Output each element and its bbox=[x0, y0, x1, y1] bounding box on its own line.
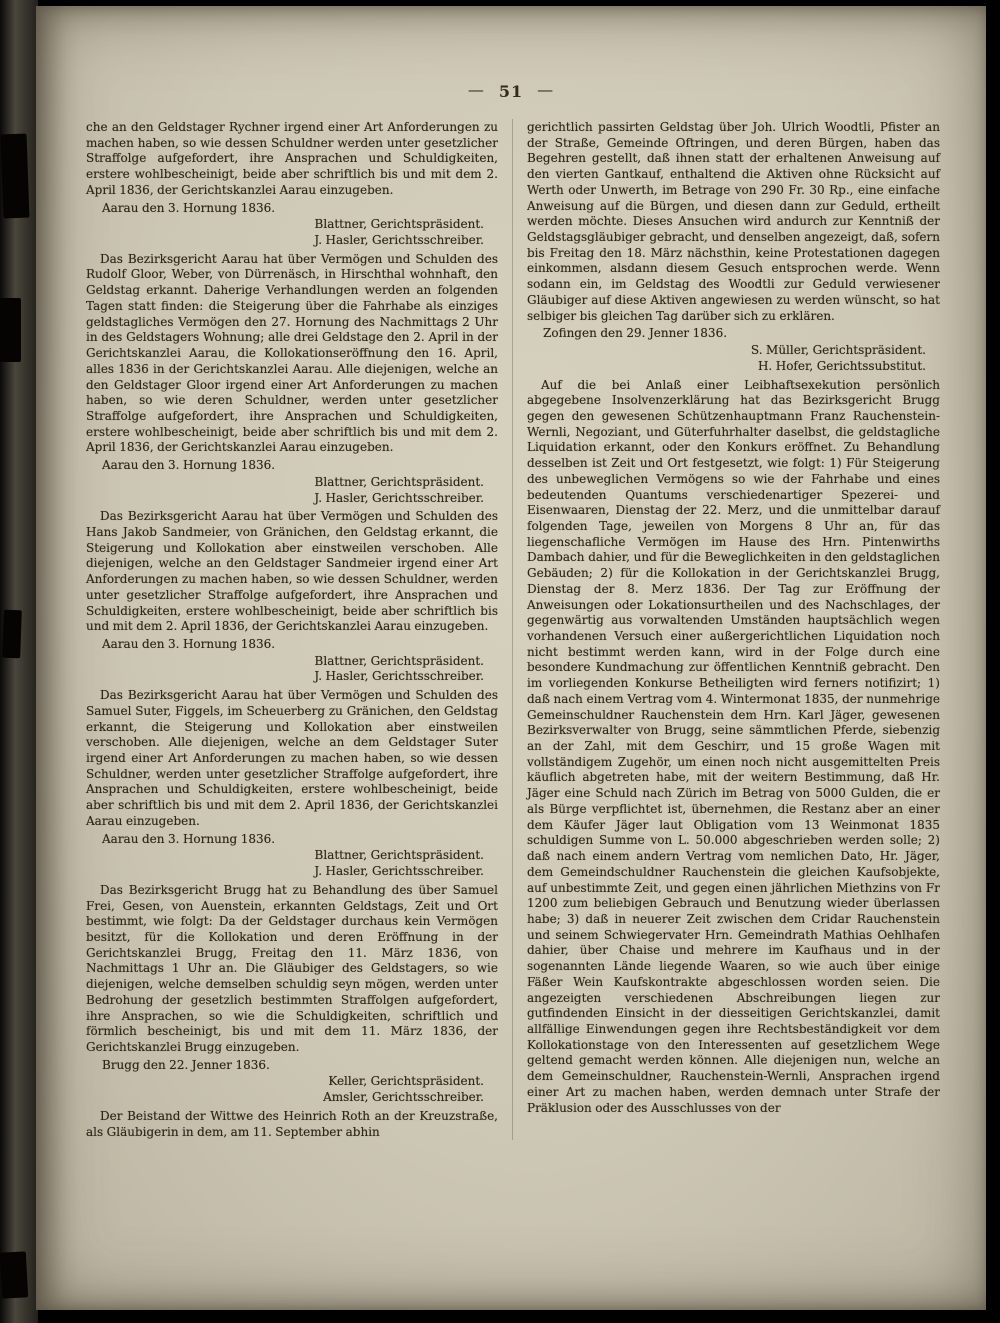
signature-line: Blattner, Gerichtspräsident. bbox=[314, 217, 484, 232]
book-binding-edge bbox=[0, 0, 38, 1323]
dateline: Aarau den 3. Hornung 1836. bbox=[102, 831, 276, 846]
signature-line: J. Hasler, Gerichtsschreiber. bbox=[314, 864, 484, 879]
scanned-page bbox=[36, 6, 986, 1310]
dateline: Brugg den 22. Jenner 1836. bbox=[102, 1057, 270, 1072]
signature-line: Keller, Gerichtspräsident. bbox=[328, 1074, 484, 1089]
binding-ink-mark bbox=[0, 298, 21, 362]
dateline: Aarau den 3. Hornung 1836. bbox=[102, 200, 276, 215]
notice-paragraph: Das Bezirksgericht Aarau hat über Vermögen und Schulden des Samuel Suter, Figgels, im Scheuerberg zu Gränichen, den Geldstag erkannt, die Steigerung und Kollokation aber einstweilen verschoben. Alle diejenigen, welche an dem Geldstager Suter irgend einer Art Anforderungen zu machen haben, so wie dessen Schuldner, werden unter gesetzlicher Straffolge aufgefordert, ihre Ansprachen und Schuldigkeiten, erstere wohlbescheinigt, beide aber schriftlich bis und mit dem 2. April 1836, der Gerichtskanzlei Aarau einzugeben. bbox=[86, 688, 498, 828]
notice-paragraph: Der Beistand der Wittwe des Heinrich Roth an der Kreuzstraße, als Gläubigerin in dem, am 11. September abhin bbox=[86, 1108, 498, 1139]
dateline: Aarau den 3. Hornung 1836. bbox=[102, 458, 276, 473]
notice-paragraph: Das Bezirksgericht Brugg hat zu Behandlung des über Samuel Frei, Gesen, von Auenstein, erkannten Geldstags, Zeit und Ort bestimmt, wie folgt: Da der Geldstager durchaus kein Vermögen besitzt, für die Kollokation und deren Eröffnung in der Gerichtskanzlei Brugg, Freitag den 11. März 1836, von Nachmittags 1 Uhr an. Die Gläubiger des Geldstagers, so wie diejenigen, welche demselben schuldig seyn mögen, werden unter Bedrohung der gesetzlich bestimmten Straffolgen aufgefordert, ihre Ansprachen, so wie die Schuldigkeiten, schriftlich und förmlich bescheinigt, bis und mit dem 11. März 1836, der Gerichtskanzlei Brugg einzugeben. bbox=[86, 882, 498, 1054]
right-column bbox=[513, 119, 940, 1140]
signature-line: Blattner, Gerichtspräsident. bbox=[314, 653, 484, 668]
dateline: Zofingen den 29. Jenner 1836. bbox=[543, 326, 728, 341]
page-number: 51 bbox=[498, 82, 524, 101]
signature-line: Blattner, Gerichtspräsident. bbox=[314, 474, 484, 489]
notice-paragraph-continued: gerichtlich passirten Geldstag über Joh. Ulrich Woodtli, Pfister an der Straße, Gemeinde Oftringen, und deren Bürgen, haben das Begehren gestellt, daß ihnen statt der erhaltenen Anweisung auf den vierten Gantkauf, enthaltend die Aktiven ohne Rücksicht auf Werth oder Unwerth, im Betrage von 290 Fr. 30 Rp., eine einfache Anweisung auf die Bürgen, und diesen dann zur Geduld, ertheilt werden möchte. Dieses Ansuchen wird andurch zur Kenntniß der Geldstagsgläubiger gebracht, und denselben angezeigt, daß, sofern bis Freitag den 18. März nächsthin, keine Protestationen dagegen einkommen, alsdann diesem Gesuch entsprochen werde. Wenn sodann ein, im Geldstag des Woodtli zur Geduld verwiesener Gläubiger auf diese Aktiven angewiesen zu werden wünscht, so hat selbiger bis gleichen Tag darüber sich zu erklären. bbox=[527, 120, 940, 323]
page-number-dash-right: — bbox=[537, 80, 555, 99]
dateline: Aarau den 3. Hornung 1836. bbox=[102, 637, 276, 651]
signature-line: H. Hofer, Gerichtssubstitut. bbox=[757, 358, 926, 373]
signature-line: S. Müller, Gerichtspräsident. bbox=[750, 343, 926, 358]
signature-line: Blattner, Gerichtspräsident. bbox=[314, 848, 484, 863]
notice-paragraph: Das Bezirksgericht Aarau hat über Vermögen und Schulden des Hans Jakob Sandmeier, von Gränichen, den Geldstag erkannt, die Steigerung und Kollokation aber einstweilen verschoben. Alle diejenigen, welche an den Geldstager Sandmeier irgend einer Art Anforderungen zu machen haben, so wie dessen Schuldner, werden unter gesetzlicher Straffolge aufgefordert, ihre Ansprachen und Schuldigkeiten, erstere wohlbescheinigt, beide aber schriftlich bis und mit dem 2. April 1836, der Gerichtskanzlei Aarau einzugeben. bbox=[86, 509, 498, 634]
signature-line: J. Hasler, Gerichtsschreiber. bbox=[314, 669, 484, 684]
signature-line: Amsler, Gerichtsschreiber. bbox=[323, 1090, 484, 1105]
page-header bbox=[36, 82, 986, 101]
notice-paragraph: Auf die bei Anlaß einer Leibhaftsexekution persönlich abgegebene Insolvenzerklärung hat das Bezirksgericht Brugg gegen den gewesenen Schützenhauptmann Franz Rauchenstein-Wernli, Negoziant, und Güterfuhrhalter daselbst, die geldstagliche Liquidation erkannt, oder den Konkurs eröffnet. Zu Behandlung desselben ist Zeit und Ort festgesetzt, wie folgt: 1) Für Steigerung des unbeweglichen Vermögens so wie der Fahrhabe und eines bedeutenden Quantums verschiedenartiger Spezerei- und Eisenwaaren, Dienstag der 22. Merz, und die unmittelbar darauf folgenden Tage, jeweilen von Morgens 8 Uhr an, für das liegenschafliche Vermögen im Hause des Hrn. Pintenwirths Dambach dahier, und für die Beweglichkeiten in den geldstaglichen Gebäuden; 2) für die Kollokation in der Gerichtskanzlei Brugg, Dienstag der 8. Merz 1836. Der Tag zur Eröffnung der Anweisungen oder Lokationsurtheilen und des Nachschlages, der gegenwärtig aus vorwaltenden Umständen hauptsächlich wegen vorhandenen Versuch einer außergerichtlichen Liquidation noch nicht bestimmt werden kann, wird in der Folge durch eine besondere Kundmachung zur öffentlichen Kenntniß gebracht. Den im vorliegenden Konkurse Betheiligten wird ferners notifizirt; 1) daß nach einem Vertrag vom 4. Wintermonat 1835, der nunmehrige Gemeinschuldner Rauchenstein dem Hrn. Karl Jäger, gewesenen Bezirksverwalter von Brugg, seine sämmtlichen Pferde, siebenzig an der Zahl, mit dem Geschirr, und 15 große Wagen mit vollständigem Zugehör, um einen noch nicht ausgemittelten Preis käuflich abgetreten habe, mit der weitern Bestimmung, daß Hr. Jäger eine Schuld nach Zürich im Betrag von 5000 Gulden, die er als Bürge verpflichtet ist, übernehmen, die Restanz aber an einer dem Käufer Jäger laut Obligation vom 13 Weinmonat 1835 schuldigen Summe von L. 50.000 abgeschrieben werden solle; 2) daß nach einem andern Vertrag vom nemlichen Dato, Hr. Jäger, dem Gemeindschuldner Rauchenstein die gleichen Kaufsobjekte, auf unbestimmte Zeit, und gegen einen jährlichen Miethzins von Fr 1200 zum beliebigen Gebrauch und Benutzung wieder überlassen habe; 3) daß in neuerer Zeit zwischen dem Cridar Rauchenstein und seinem Schwiegervater Hrn. Gemeindrath Mathias Oehlhafen dahier, über Chaise und mehrere im Kaufhaus und in der sogenannten Lände liegende Waaren, so wie auch über einige Fäßer Wein Kaufskontrakte abgeschlossen worden seien. Die angezeigten verschiedenen Abschreibungen liegen zur gutfindenden Einsicht in der diesseitigen Gerichtskanzlei, damit allfällige Einwendungen gegen ihre Rechtsbeständigkeit vor dem Kollokationstage von den Interessenten auf gesetzlichem Wege geltend gemacht werden können. Alle diejenigen nun, welche an dem Gemeinschuldner, Rauchenstein-Wernli, Ansprachen irgend einer Art zu machen haben, werden demnach unter Strafe der Präklusion oder des Ausschlusses von der bbox=[527, 377, 940, 1115]
left-column bbox=[86, 119, 513, 1140]
binding-ink-mark bbox=[1, 134, 30, 219]
signature-line: J. Hasler, Gerichtsschreiber. bbox=[314, 490, 484, 505]
notice-paragraph-continued: che an den Geldstager Rychner irgend einer Art Anforderungen zu machen haben, so wie dessen Schuldner werden unter gesetzlicher Straffolge aufgefordert, ihre Ansprachen und Schuldigkeiten, erstere wohlbescheinigt, beide aber schriftlich bis und mit dem 2. April 1836, der Gerichtskanzlei Aarau einzugeben. bbox=[86, 120, 498, 197]
binding-ink-mark bbox=[0, 1251, 28, 1298]
text-columns bbox=[36, 101, 986, 1140]
page-number-dash-left: — bbox=[467, 80, 485, 99]
notice-paragraph: Das Bezirksgericht Aarau hat über Vermögen und Schulden des Rudolf Gloor, Weber, von Dürrenäsch, in Hirschthal wohnhaft, den Geldstag erkannt. Daherige Verhandlungen werden an folgenden Tagen statt finden: die Steigerung über die Fahrhabe als einziges geldstagliches Vermögen den 27. Hornung des Nachmittags 2 Uhr in des Geldstagers Wohnung; alle drei Geldstage den 2. April in der Gerichtskanzlei Aarau, die Kollokationseröffnung den 16. April, alles 1836 in der Gerichtskanzlei Aarau. Alle diejenigen, welche an den Geldstager Gloor irgend einer Art Anforderungen zu machen haben, so wie deren Schuldner, werden unter gesetzlicher Straffolge aufgefordert, ihre Ansprachen und Schuldigkeiten, erstere wohlbescheinigt, beide aber schriftlich bis und mit dem 2. April 1836, der Gerichtskanzlei Aarau einzugeben. bbox=[86, 251, 498, 455]
binding-ink-mark bbox=[2, 610, 22, 659]
signature-line: J. Hasler, Gerichtsschreiber. bbox=[314, 233, 484, 248]
